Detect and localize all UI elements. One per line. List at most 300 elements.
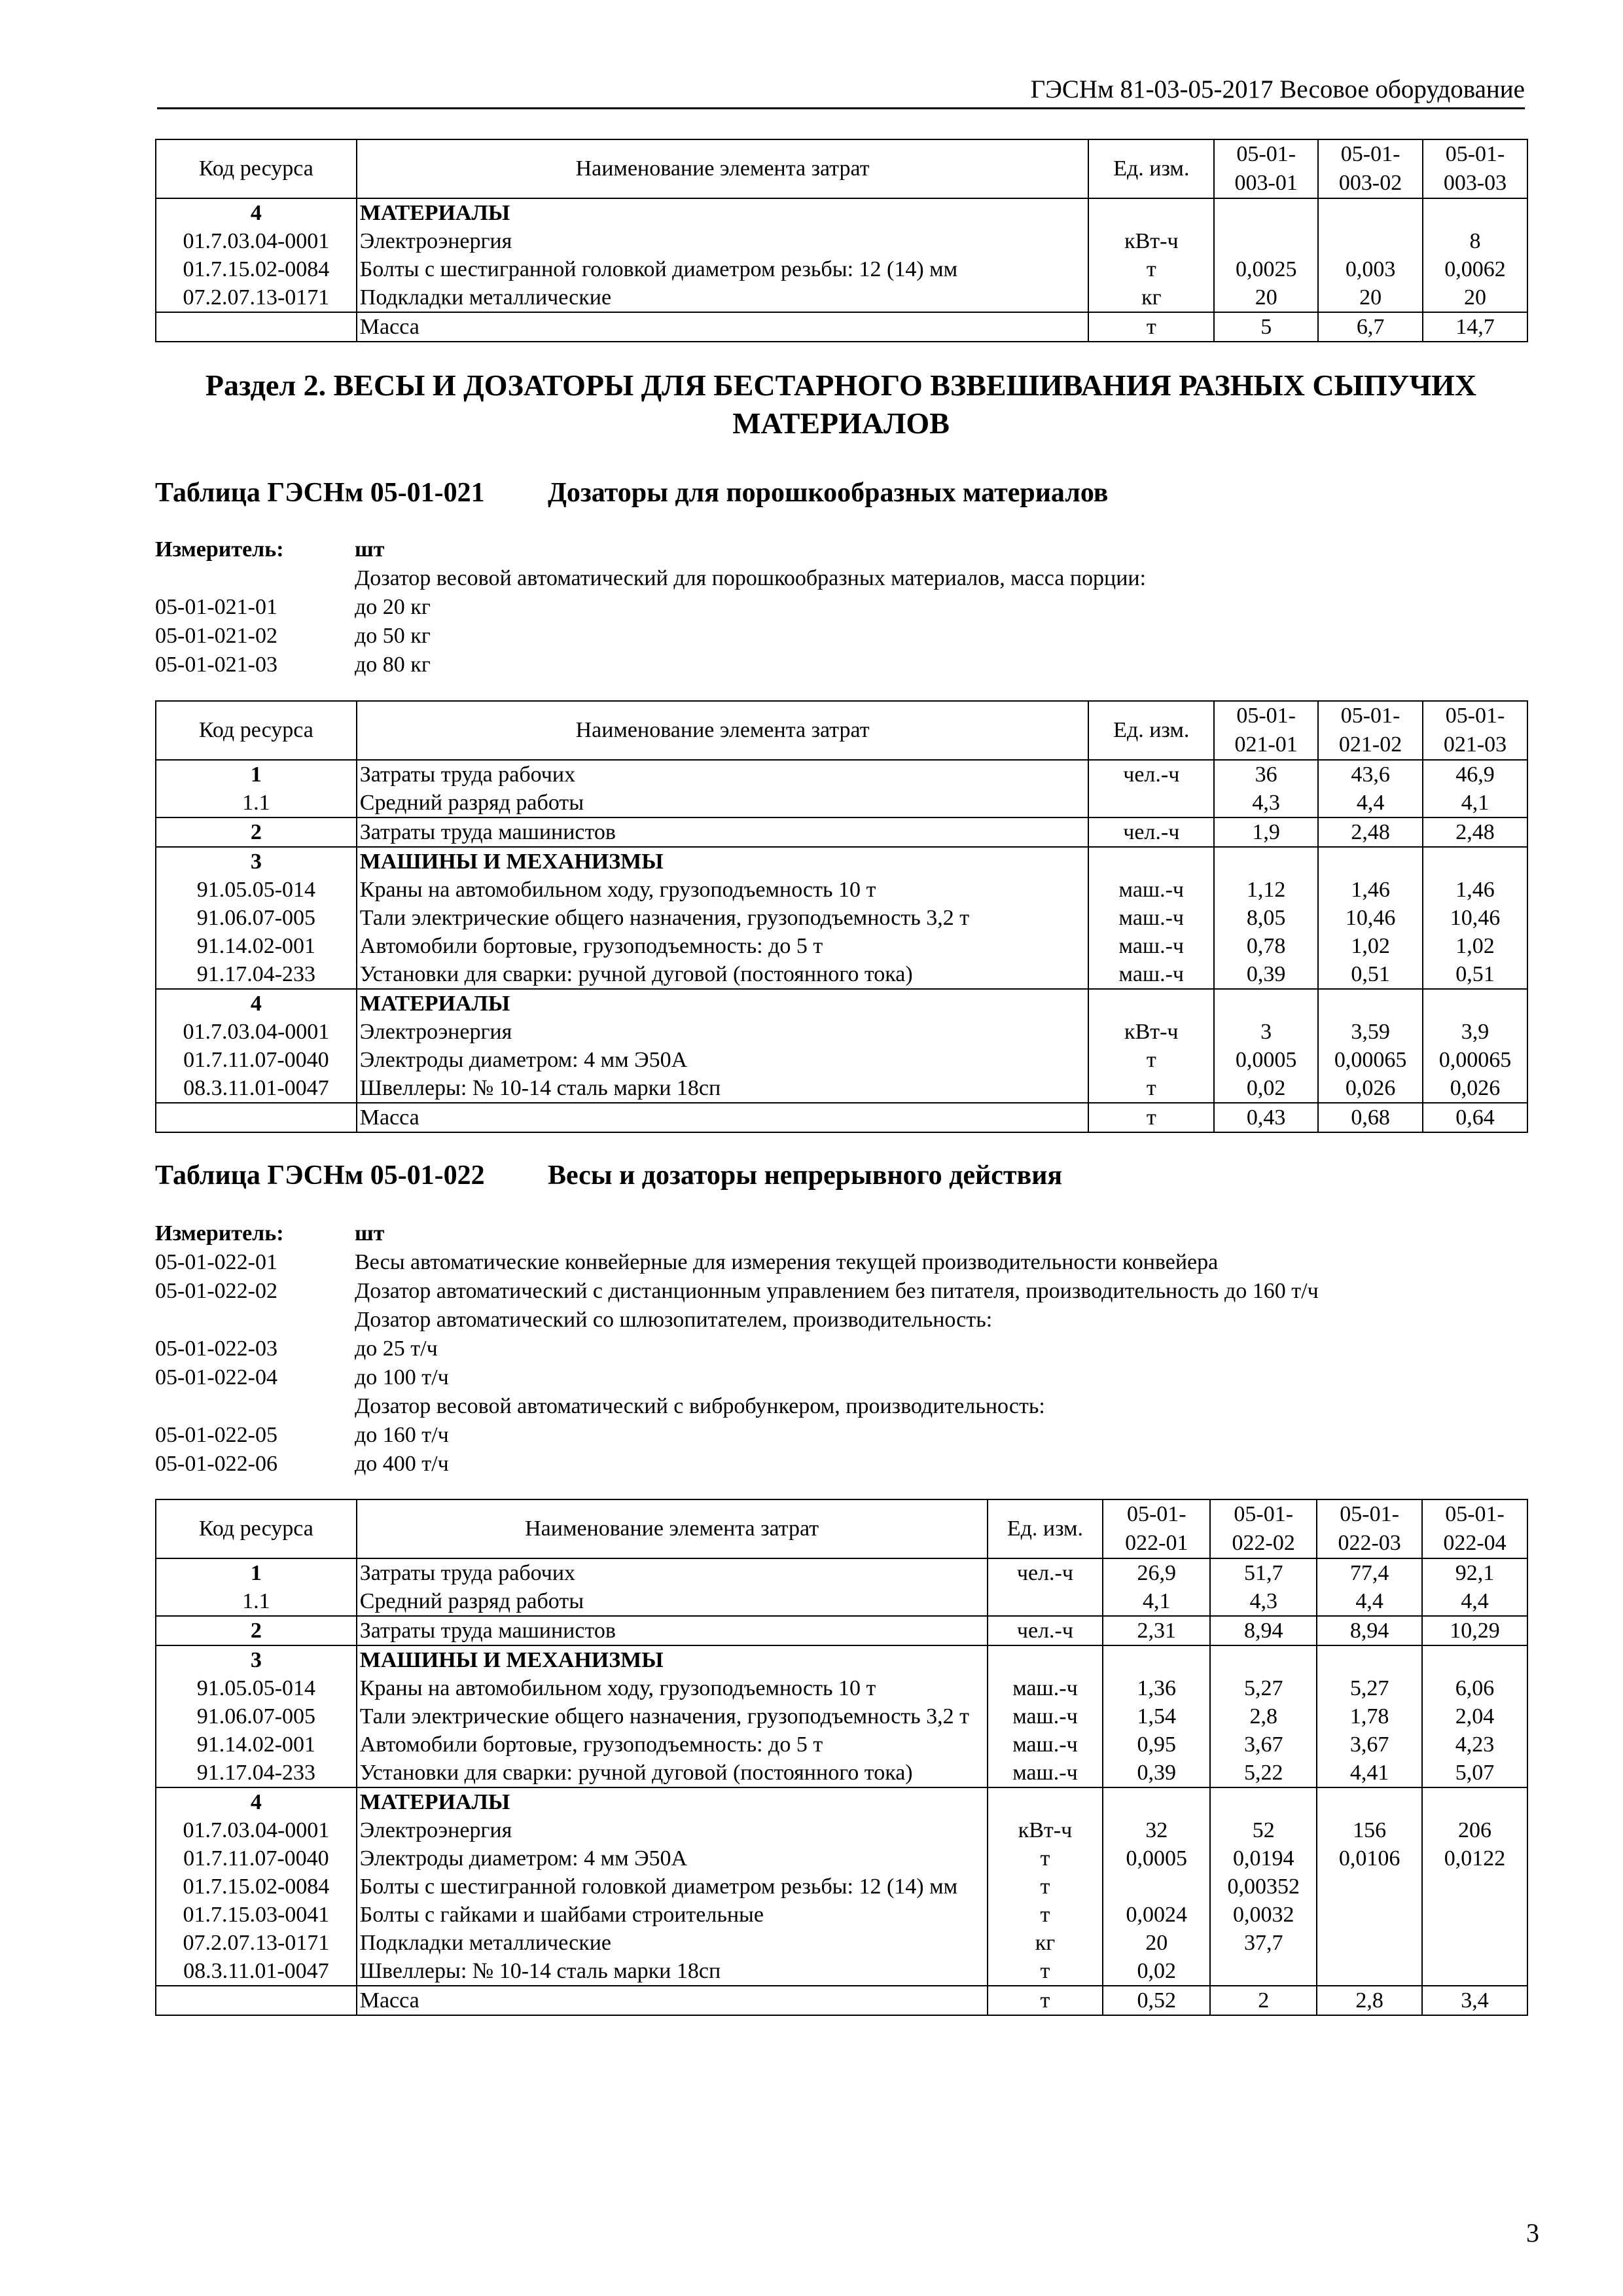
table-row	[156, 1674, 1527, 1702]
running-header: ГЭСНм 81-03-05-2017 Весовое оборудование	[157, 73, 1525, 109]
resource-unit: т	[988, 1957, 1103, 1986]
resource-unit: т	[1088, 312, 1214, 342]
header-code: Код ресурса	[156, 1499, 357, 1558]
resource-name: МАТЕРИАЛЫ	[357, 989, 1089, 1018]
table-row	[156, 1816, 1527, 1844]
resource-name: МАШИНЫ И МЕХАНИЗМЫ	[357, 847, 1089, 876]
resource-unit: маш.-ч	[1088, 960, 1214, 989]
header-unit: Ед. изм.	[1088, 139, 1214, 198]
norm-value: 0,52	[1103, 1986, 1210, 2015]
meter-item	[155, 622, 1146, 651]
resource-code: 91.14.02-001	[156, 932, 357, 960]
norm-value: 6,7	[1318, 312, 1423, 342]
resource-code	[156, 1986, 357, 2015]
table-row	[156, 1787, 1527, 1816]
resource-name: Автомобили бортовые, грузоподъемность: до 5 т	[357, 1731, 988, 1759]
norm-value	[1317, 1929, 1422, 1957]
norm-value: 0,02	[1214, 1074, 1318, 1103]
resource-name: Средний разряд работы	[357, 789, 1089, 817]
norm-value: 3,4	[1422, 1986, 1527, 2015]
norm-value: 3,9	[1423, 1018, 1527, 1046]
meter-item-code: 05-01-022-05	[155, 1423, 277, 1447]
norm-value: 0,68	[1318, 1103, 1423, 1132]
resource-unit: маш.-ч	[988, 1674, 1103, 1702]
resource-unit: т	[988, 1844, 1103, 1873]
norm-value: 10,46	[1423, 904, 1527, 932]
norm-value: 1,54	[1103, 1702, 1210, 1731]
header-norm-column: 05-01- 003-03	[1423, 139, 1527, 198]
norm-value: 4,1	[1103, 1587, 1210, 1616]
resource-code: 91.05.05-014	[156, 876, 357, 904]
resource-unit: т	[1088, 1103, 1214, 1132]
table-title-05-01-022	[155, 1158, 1062, 1193]
table-row	[156, 1074, 1527, 1103]
norm-value: 0,026	[1423, 1074, 1527, 1103]
norm-value: 8	[1423, 227, 1527, 255]
header-norm-column: 05-01- 021-01	[1214, 701, 1318, 760]
meter-item	[155, 593, 1146, 622]
meter-item-text: Дозатор весовой автоматический для порошкообразных материалов, масса порции:	[355, 566, 1147, 590]
norm-value	[1103, 1645, 1210, 1674]
header-norm-column: 05-01- 022-03	[1317, 1499, 1422, 1558]
norm-value	[1422, 1901, 1527, 1929]
table-row	[156, 904, 1527, 932]
meter-label: Измеритель:	[155, 537, 284, 562]
resource-code: 07.2.07.13-0171	[156, 1929, 357, 1957]
resource-name: Затраты труда рабочих	[357, 760, 1089, 789]
header-name: Наименование элемента затрат	[357, 139, 1089, 198]
resource-unit: маш.-ч	[988, 1731, 1103, 1759]
resource-name: Масса	[357, 1103, 1089, 1132]
meter-item-text: Дозатор весовой автоматический с вибробункером, производительность:	[355, 1394, 1045, 1418]
norm-value: 156	[1317, 1816, 1422, 1844]
resource-code: 3	[156, 1645, 357, 1674]
resource-unit: т	[1088, 1074, 1214, 1103]
norm-value: 2,8	[1317, 1986, 1422, 2015]
meter-item-text: до 80 кг	[355, 653, 431, 677]
table-row	[156, 1759, 1527, 1787]
norm-value: 0,0005	[1214, 1046, 1318, 1074]
header-norm-column: 05-01- 022-01	[1103, 1499, 1210, 1558]
meter-item-code: 05-01-022-01	[155, 1250, 277, 1274]
resource-code	[156, 312, 357, 342]
table-row	[156, 255, 1527, 283]
norm-value	[1423, 989, 1527, 1018]
norm-value: 0,003	[1318, 255, 1423, 283]
resource-unit: т	[988, 1986, 1103, 2015]
norm-value: 0,02	[1103, 1957, 1210, 1986]
norm-value: 51,7	[1210, 1558, 1317, 1587]
resource-code: 91.17.04-233	[156, 960, 357, 989]
meter-item-text: до 400 т/ч	[355, 1452, 449, 1476]
norm-value: 2,04	[1422, 1702, 1527, 1731]
page-number: 3	[1526, 2218, 1539, 2248]
norm-value: 0,39	[1103, 1759, 1210, 1787]
norm-value: 4,4	[1317, 1587, 1422, 1616]
norm-value: 5,27	[1210, 1674, 1317, 1702]
table-name: Весы и дозаторы непрерывного действия	[548, 1160, 1063, 1191]
resource-code: 01.7.15.03-0041	[156, 1901, 357, 1929]
resource-code: 91.14.02-001	[156, 1731, 357, 1759]
norm-value: 3,67	[1317, 1731, 1422, 1759]
norm-value	[1423, 847, 1527, 876]
meter-item-code	[155, 1306, 355, 1335]
resource-unit	[988, 1645, 1103, 1674]
resource-name: Затраты труда машинистов	[357, 817, 1089, 847]
table-row	[156, 227, 1527, 255]
table-row	[156, 198, 1527, 227]
meter-item	[155, 564, 1146, 593]
norm-value	[1210, 1645, 1317, 1674]
norm-value	[1103, 1787, 1210, 1816]
norm-value	[1318, 847, 1423, 876]
header-unit: Ед. изм.	[988, 1499, 1103, 1558]
norm-value: 2,48	[1318, 817, 1423, 847]
resource-code: 01.7.15.02-0084	[156, 255, 357, 283]
header-norm-column: 05-01- 022-02	[1210, 1499, 1317, 1558]
norm-value	[1423, 198, 1527, 227]
resource-code: 1.1	[156, 1587, 357, 1616]
resource-unit: маш.-ч	[988, 1759, 1103, 1787]
table-row	[156, 876, 1527, 904]
meter-label: Измеритель:	[155, 1221, 284, 1246]
norm-value: 26,9	[1103, 1558, 1210, 1587]
norm-value: 1,78	[1317, 1702, 1422, 1731]
resource-unit: маш.-ч	[988, 1702, 1103, 1731]
norm-value: 0,51	[1318, 960, 1423, 989]
resource-code: 4	[156, 989, 357, 1018]
norm-value	[1210, 1787, 1317, 1816]
table-row	[156, 312, 1527, 342]
norm-value: 5	[1214, 312, 1318, 342]
resource-code: 1	[156, 1558, 357, 1587]
norm-value: 4,3	[1214, 789, 1318, 817]
table-row	[156, 283, 1527, 312]
meter-item-code: 05-01-021-02	[155, 624, 277, 648]
table-row	[156, 1046, 1527, 1074]
resource-code: 01.7.03.04-0001	[156, 1816, 357, 1844]
meter-item-text: Дозатор автоматический с дистанционным управлением без питателя, производительность до 160 т/ч	[355, 1279, 1319, 1303]
norm-value	[1317, 1901, 1422, 1929]
table-row	[156, 1616, 1527, 1645]
meter-item-code: 05-01-022-02	[155, 1279, 277, 1303]
norm-value: 0,00352	[1210, 1873, 1317, 1901]
norm-value	[1422, 1787, 1527, 1816]
resource-unit: кВт-ч	[988, 1816, 1103, 1844]
norm-value: 1,46	[1318, 876, 1423, 904]
norm-value: 4,4	[1318, 789, 1423, 817]
norm-value: 1,02	[1423, 932, 1527, 960]
norm-value: 5,07	[1422, 1759, 1527, 1787]
norm-value: 20	[1103, 1929, 1210, 1957]
norm-value: 10,29	[1422, 1616, 1527, 1645]
resource-unit: т	[1088, 1046, 1214, 1074]
meter-item-text: Дозатор автоматический со шлюзопитателем, производительность:	[355, 1308, 993, 1332]
norm-value	[1317, 1873, 1422, 1901]
norm-value: 0,43	[1214, 1103, 1318, 1132]
resource-code	[156, 1103, 357, 1132]
header-norm-column: 05-01- 003-02	[1318, 139, 1423, 198]
table-row	[156, 1986, 1527, 2015]
resource-code: 4	[156, 1787, 357, 1816]
resource-name: Электроды диаметром: 4 мм Э50А	[357, 1046, 1089, 1074]
norm-value: 20	[1318, 283, 1423, 312]
norm-value: 0,00065	[1318, 1046, 1423, 1074]
resource-code: 91.06.07-005	[156, 904, 357, 932]
norm-value: 0,00065	[1423, 1046, 1527, 1074]
norm-value: 0,0032	[1210, 1901, 1317, 1929]
resource-unit	[1088, 789, 1214, 817]
norm-value	[1214, 989, 1318, 1018]
resource-unit: маш.-ч	[1088, 904, 1214, 932]
resource-name: МАТЕРИАЛЫ	[357, 198, 1089, 227]
norm-value: 52	[1210, 1816, 1317, 1844]
norm-value	[1318, 198, 1423, 227]
norm-value: 3	[1214, 1018, 1318, 1046]
norm-value: 0,0122	[1422, 1844, 1527, 1873]
meter-item-code	[155, 564, 355, 593]
meter-item	[155, 1392, 1319, 1421]
table-row	[156, 1702, 1527, 1731]
meter-item-code: 05-01-022-03	[155, 1336, 277, 1361]
table-row	[156, 1901, 1527, 1929]
header-norm-column: 05-01- 021-02	[1318, 701, 1423, 760]
resource-unit: чел.-ч	[1088, 817, 1214, 847]
norm-value: 10,46	[1318, 904, 1423, 932]
norm-value: 8,05	[1214, 904, 1318, 932]
norm-value: 36	[1214, 760, 1318, 789]
resource-code: 01.7.15.02-0084	[156, 1873, 357, 1901]
resource-code: 4	[156, 198, 357, 227]
norm-value: 0,39	[1214, 960, 1318, 989]
norm-value: 0,78	[1214, 932, 1318, 960]
norm-value	[1317, 1787, 1422, 1816]
table-row	[156, 1844, 1527, 1873]
meter-value: шт	[355, 537, 385, 562]
norm-value: 77,4	[1317, 1558, 1422, 1587]
resource-name: Подкладки металлические	[357, 283, 1089, 312]
header-code: Код ресурса	[156, 139, 357, 198]
norm-value: 4,3	[1210, 1587, 1317, 1616]
resource-name: Электроэнергия	[357, 227, 1089, 255]
resource-name: Электроды диаметром: 4 мм Э50А	[357, 1844, 988, 1873]
norm-value: 20	[1214, 283, 1318, 312]
table-row	[156, 1929, 1527, 1957]
table-row	[156, 1587, 1527, 1616]
resource-code: 07.2.07.13-0171	[156, 283, 357, 312]
resource-unit	[988, 1587, 1103, 1616]
resource-name: Масса	[357, 312, 1089, 342]
norm-value: 5,22	[1210, 1759, 1317, 1787]
table-row	[156, 1731, 1527, 1759]
norm-value: 2,31	[1103, 1616, 1210, 1645]
norm-value: 1,12	[1214, 876, 1318, 904]
norm-value: 0,0106	[1317, 1844, 1422, 1873]
norm-value	[1422, 1929, 1527, 1957]
resource-code: 91.17.04-233	[156, 1759, 357, 1787]
table-row	[156, 847, 1527, 876]
resource-name: Масса	[357, 1986, 988, 2015]
norm-value: 4,4	[1422, 1587, 1527, 1616]
resource-name: Краны на автомобильном ходу, грузоподъемность 10 т	[357, 1674, 988, 1702]
resource-name: Установки для сварки: ручной дуговой (постоянного тока)	[357, 1759, 988, 1787]
table-row	[156, 932, 1527, 960]
header-norm-column: 05-01- 022-04	[1422, 1499, 1527, 1558]
table-row	[156, 1558, 1527, 1587]
norm-value: 0,0194	[1210, 1844, 1317, 1873]
norm-value: 0,0025	[1214, 255, 1318, 283]
resource-code: 2	[156, 817, 357, 847]
meter-item-text: Весы автоматические конвейерные для измерения текущей производительности конвейера	[355, 1250, 1219, 1274]
meter-item	[155, 1248, 1319, 1277]
resource-name: Болты с шестигранной головкой диаметром резьбы: 12 (14) мм	[357, 255, 1089, 283]
meter-item-code: 05-01-021-03	[155, 653, 277, 677]
resource-unit: т	[1088, 255, 1214, 283]
header-code: Код ресурса	[156, 701, 357, 760]
norm-value: 4,41	[1317, 1759, 1422, 1787]
meter-item-code: 05-01-022-06	[155, 1452, 277, 1476]
norm-value	[1422, 1957, 1527, 1986]
header-norm-column: 05-01- 003-01	[1214, 139, 1318, 198]
norm-value	[1214, 227, 1318, 255]
table-title-05-01-021	[155, 476, 1108, 510]
header-unit: Ед. изм.	[1088, 701, 1214, 760]
resource-unit: кВт-ч	[1088, 227, 1214, 255]
meter-item-text: до 160 т/ч	[355, 1423, 449, 1447]
meter-item-text: до 25 т/ч	[355, 1336, 438, 1361]
resource-unit: т	[988, 1873, 1103, 1901]
norm-value: 37,7	[1210, 1929, 1317, 1957]
resource-code: 01.7.03.04-0001	[156, 227, 357, 255]
norm-value: 3,59	[1318, 1018, 1423, 1046]
norm-value: 0,0062	[1423, 255, 1527, 283]
resource-unit: маш.-ч	[1088, 932, 1214, 960]
resource-table-05-01-021	[155, 700, 1528, 1133]
norm-value: 2,8	[1210, 1702, 1317, 1731]
resource-table-05-01-003	[155, 139, 1528, 342]
norm-value: 92,1	[1422, 1558, 1527, 1587]
table-name: Дозаторы для порошкообразных материалов	[548, 478, 1109, 508]
resource-unit: чел.-ч	[988, 1558, 1103, 1587]
resource-name: Подкладки металлические	[357, 1929, 988, 1957]
header-name: Наименование элемента затрат	[357, 1499, 988, 1558]
norm-value: 0,0005	[1103, 1844, 1210, 1873]
meter-item-text: до 20 кг	[355, 595, 431, 619]
header-name: Наименование элемента затрат	[357, 701, 1089, 760]
norm-value: 0,51	[1423, 960, 1527, 989]
meter-item-text: до 100 т/ч	[355, 1365, 449, 1390]
meter-block-05-01-022	[155, 1219, 1319, 1479]
table-row	[156, 760, 1527, 789]
resource-name: Тали электрические общего назначения, грузоподъемность 3,2 т	[357, 1702, 988, 1731]
table-row	[156, 1018, 1527, 1046]
norm-value	[1214, 847, 1318, 876]
norm-value	[1317, 1645, 1422, 1674]
norm-value	[1317, 1957, 1422, 1986]
meter-item	[155, 651, 1146, 679]
norm-value: 2	[1210, 1986, 1317, 2015]
norm-value: 4,1	[1423, 789, 1527, 817]
resource-name: Краны на автомобильном ходу, грузоподъемность 10 т	[357, 876, 1089, 904]
norm-value: 0,64	[1423, 1103, 1527, 1132]
meter-block-05-01-021	[155, 535, 1146, 679]
norm-value	[1210, 1957, 1317, 1986]
resource-name: Электроэнергия	[357, 1816, 988, 1844]
resource-code: 08.3.11.01-0047	[156, 1074, 357, 1103]
norm-value: 0,026	[1318, 1074, 1423, 1103]
norm-value	[1318, 227, 1423, 255]
table-row	[156, 989, 1527, 1018]
resource-code: 08.3.11.01-0047	[156, 1957, 357, 1986]
table-row	[156, 1645, 1527, 1674]
table-row	[156, 1103, 1527, 1132]
resource-unit	[1088, 989, 1214, 1018]
norm-value	[1318, 989, 1423, 1018]
resource-name: Болты с гайками и шайбами строительные	[357, 1901, 988, 1929]
meter-item	[155, 1450, 1319, 1479]
resource-name: Автомобили бортовые, грузоподъемность: до 5 т	[357, 932, 1089, 960]
resource-unit: чел.-ч	[1088, 760, 1214, 789]
resource-name: Средний разряд работы	[357, 1587, 988, 1616]
resource-name: МАШИНЫ И МЕХАНИЗМЫ	[357, 1645, 988, 1674]
norm-value: 5,27	[1317, 1674, 1422, 1702]
norm-value: 32	[1103, 1816, 1210, 1844]
resource-code: 2	[156, 1616, 357, 1645]
meter-value: шт	[355, 1221, 385, 1246]
resource-unit: кг	[1088, 283, 1214, 312]
meter-item	[155, 1277, 1319, 1306]
resource-unit: кВт-ч	[1088, 1018, 1214, 1046]
table-row	[156, 1873, 1527, 1901]
resource-name: Швеллеры: № 10-14 сталь марки 18сп	[357, 1074, 1089, 1103]
meter-item-code	[155, 1392, 355, 1421]
norm-value	[1422, 1873, 1527, 1901]
table-code: Таблица ГЭСНм 05-01-021	[155, 478, 485, 508]
meter-item-text: до 50 кг	[355, 624, 431, 648]
meter-item	[155, 1363, 1319, 1392]
norm-value: 1,9	[1214, 817, 1318, 847]
section-title: Раздел 2. ВЕСЫ И ДОЗАТОРЫ ДЛЯ БЕСТАРНОГО ВЗВЕШИВАНИЯ РАЗНЫХ СЫПУЧИХ МАТЕРИАЛОВ	[205, 368, 1477, 440]
norm-value: 2,48	[1423, 817, 1527, 847]
resource-code: 01.7.11.07-0040	[156, 1046, 357, 1074]
resource-unit	[988, 1787, 1103, 1816]
resource-code: 1	[156, 760, 357, 789]
resource-name: Электроэнергия	[357, 1018, 1089, 1046]
resource-code: 1.1	[156, 789, 357, 817]
resource-name: Швеллеры: № 10-14 сталь марки 18сп	[357, 1957, 988, 1986]
resource-name: Затраты труда машинистов	[357, 1616, 988, 1645]
table-row	[156, 1957, 1527, 1986]
norm-value: 20	[1423, 283, 1527, 312]
resource-code: 01.7.11.07-0040	[156, 1844, 357, 1873]
meter-item	[155, 1306, 1319, 1335]
resource-table-05-01-022	[155, 1499, 1528, 2016]
resource-code: 3	[156, 847, 357, 876]
meter-item	[155, 1335, 1319, 1363]
resource-unit: кг	[988, 1929, 1103, 1957]
norm-value: 3,67	[1210, 1731, 1317, 1759]
resource-name: МАТЕРИАЛЫ	[357, 1787, 988, 1816]
resource-code: 91.06.07-005	[156, 1702, 357, 1731]
norm-value: 4,23	[1422, 1731, 1527, 1759]
table-row	[156, 960, 1527, 989]
norm-value: 206	[1422, 1816, 1527, 1844]
norm-value: 0,0024	[1103, 1901, 1210, 1929]
norm-value	[1422, 1645, 1527, 1674]
norm-value	[1214, 198, 1318, 227]
norm-value: 1,02	[1318, 932, 1423, 960]
table-row	[156, 789, 1527, 817]
